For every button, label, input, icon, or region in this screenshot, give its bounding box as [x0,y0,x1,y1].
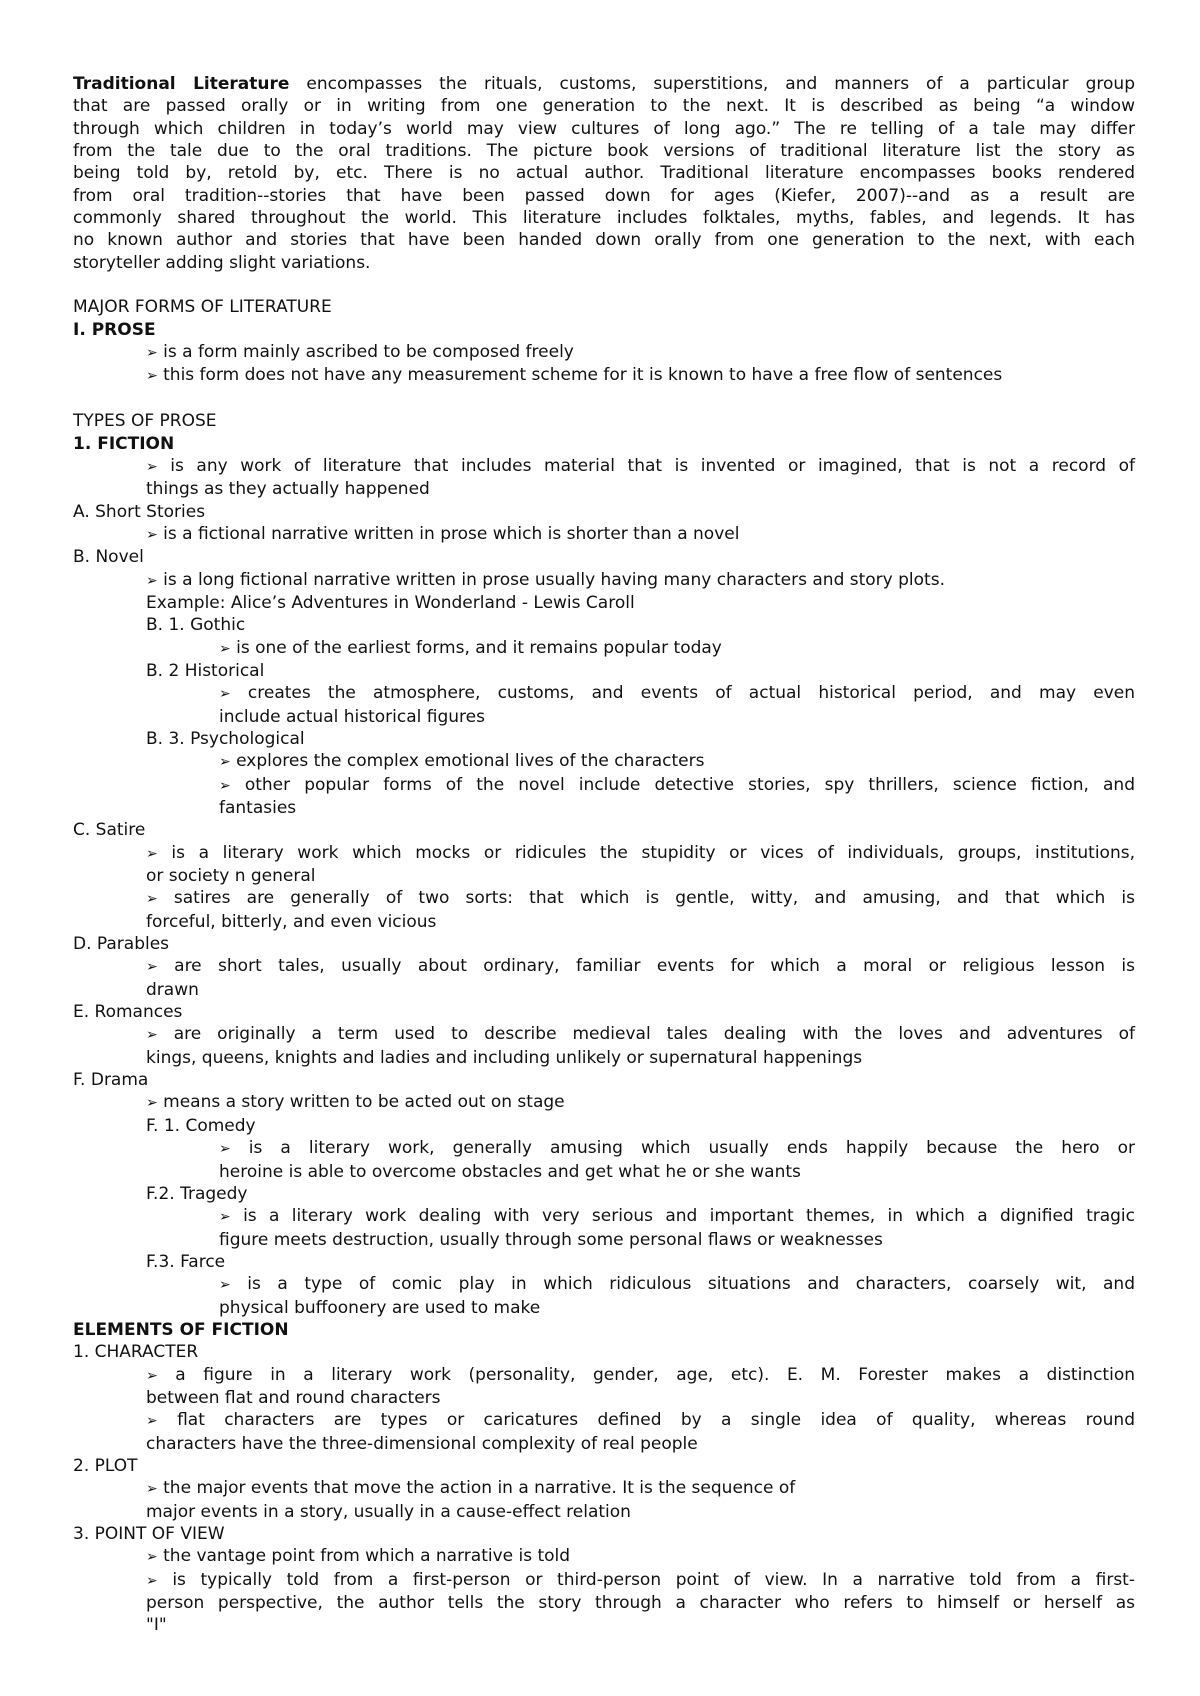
fiction-title: 1. FICTION [73,433,175,454]
pov-title: 3. POINT OF VIEW [73,1524,225,1544]
arrow-bullet-icon: ➢ [146,1367,158,1384]
tragedy-def-line-1: ➢ is a literary work dealing with very serious and important themes, in which a dignified tragic [219,1206,1135,1227]
fiction-def-line-1: ➢ is any work of literature that includes material that is invented or imagined, that is not a record of [146,455,1135,476]
farce-title: F.3. Farce [146,1251,226,1272]
intro-paragraph [73,73,1135,274]
intro-term: Traditional Literature [73,74,290,94]
drama-def: ➢ means a story written to be acted out on stage [146,1092,565,1113]
historical-def-line-2: include actual historical figures [219,706,485,727]
historical-title: B. 2 Historical [146,660,265,681]
parables-def-line-1: ➢ are short tales, usually about ordinary, familiar events for which a moral or religious lesson is [146,956,1135,977]
elements-heading: ELEMENTS OF FICTION [73,1319,289,1340]
psychological-title: B. 3. Psychological [146,728,305,749]
plot-title: 2. PLOT [73,1455,138,1476]
psychological-other-line-2: fantasies [219,798,297,818]
gothic-def: ➢ is one of the earliest forms, and it remains popular today [219,637,722,658]
arrow-bullet-icon: ➢ [146,458,158,475]
arrow-bullet-icon: ➢ [146,1481,158,1498]
arrow-bullet-icon: ➢ [146,1095,158,1112]
arrow-bullet-icon: ➢ [219,686,231,703]
arrow-bullet-icon: ➢ [219,640,231,657]
document-page [73,73,1135,1637]
psychological-def: ➢ explores the complex emotional lives of the characters [219,751,705,772]
arrow-bullet-icon: ➢ [146,572,158,589]
romances-def-line-2: kings, queens, knights and ladies and including unlikely or supernatural happenings [146,1047,863,1068]
intro-line-1: Traditional Literature encompasses the rituals, customs, superstitions, and manners of a particular group [73,74,1135,94]
pov-told-line-1: ➢ is typically told from a first-person or third-person point of view. In a narrative told from a first- [146,1569,1135,1590]
prose-point-2: ➢ this form does not have any measurement scheme for it is known to have a free flow of sentences [146,365,1003,386]
novel-example: Example: Alice’s Adventures in Wonderland - Lewis Caroll [146,592,635,613]
character-flat-line-1: ➢ flat characters are types or caricatures defined by a single idea of quality, whereas round [146,1410,1135,1431]
farce-def-line-2: physical buffoonery are used to make [219,1297,541,1318]
arrow-bullet-icon: ➢ [146,845,158,862]
arrow-bullet-icon: ➢ [219,1209,231,1226]
intro-line-9: storyteller adding slight variations. [73,252,371,273]
novel-title: B. Novel [73,547,144,568]
arrow-bullet-icon: ➢ [146,1549,158,1566]
comedy-title: F. 1. Comedy [146,1115,256,1136]
arrow-bullet-icon: ➢ [146,891,158,908]
prose-point-1: ➢ is a form mainly ascribed to be composed freely [146,342,574,363]
pov-told-line-3: "I" [146,1615,167,1636]
satire-title: C. Satire [73,820,146,841]
short-stories-def: ➢ is a fictional narrative written in prose which is shorter than a novel [146,523,740,544]
character-def-line-1: ➢ a figure in a literary work (personality, gender, age, etc). E. M. Forester makes a distinction [146,1364,1135,1385]
satire-sorts-line-1: ➢ satires are generally of two sorts: that which is gentle, witty, and amusing, and that which is [146,888,1135,909]
intro-line-7: commonly shared throughout the world. This literature includes folktales, myths, fables, and legends. It has [73,208,1135,229]
tragedy-title: F.2. Tragedy [146,1183,248,1204]
historical-def-line-1: ➢ creates the atmosphere, customs, and events of actual historical period, and may even [219,683,1135,704]
arrow-bullet-icon: ➢ [219,777,231,794]
character-title: 1. CHARACTER [73,1342,199,1363]
parables-def-line-2: drawn [146,979,199,1000]
arrow-bullet-icon: ➢ [219,1141,231,1158]
spacer [73,274,1135,296]
short-stories-title: A. Short Stories [73,501,206,522]
tragedy-def-line-2: figure meets destruction, usually through some personal flaws or weaknesses [219,1229,883,1250]
spacer [73,388,1135,410]
satire-def-line-2: or society n general [146,866,316,887]
parables-title: D. Parables [73,934,170,955]
arrow-bullet-icon: ➢ [146,1413,158,1430]
plot-def-line-1: ➢ the major events that move the action in a narrative. It is the sequence of [146,1478,796,1499]
arrow-bullet-icon: ➢ [146,959,158,976]
comedy-def-line-1: ➢ is a literary work, generally amusing which usually ends happily because the hero or [219,1138,1135,1159]
fiction-def-line-2: things as they actually happened [146,479,430,500]
pov-def: ➢ the vantage point from which a narrative is told [146,1546,571,1567]
intro-line-5: being told by, retold by, etc. There is no actual author. Traditional literature encompasses books rendered [73,163,1135,184]
pov-told-line-2: person perspective, the author tells the story through a character who refers to himself or herself as [146,1593,1135,1614]
intro-line-8: no known author and stories that have been handed down orally from one generation to the next, with each [73,230,1135,251]
gothic-title: B. 1. Gothic [146,615,246,636]
arrow-bullet-icon: ➢ [146,526,158,543]
satire-sorts-line-2: forceful, bitterly, and even vicious [146,911,437,932]
comedy-def-line-2: heroine is able to overcome obstacles and get what he or she wants [219,1161,801,1182]
arrow-bullet-icon: ➢ [219,1277,231,1294]
arrow-bullet-icon: ➢ [219,754,231,771]
character-flat-line-2: characters have the three-dimensional complexity of real people [146,1433,698,1454]
arrow-bullet-icon: ➢ [146,1027,158,1044]
arrow-bullet-icon: ➢ [146,1572,158,1589]
farce-def-line-1: ➢ is a type of comic play in which ridiculous situations and characters, coarsely wit, and [219,1274,1135,1295]
character-def-line-2: between flat and round characters [146,1387,441,1408]
psychological-other-line-1: ➢ other popular forms of the novel include detective stories, spy thrillers, science fiction, and [219,774,1135,795]
intro-line-2: that are passed orally or in writing from one generation to the next. It is described as being “a window [73,96,1135,117]
prose-title: I. PROSE [73,319,156,340]
romances-def-line-1: ➢ are originally a term used to describe medieval tales dealing with the loves and adventures of [146,1024,1135,1045]
plot-def-line-2: major events in a story, usually in a cause-effect relation [146,1501,631,1522]
intro-line-3: through which children in today’s world may view cultures of long ago.” The re telling of a tale may differ [73,118,1135,139]
arrow-bullet-icon: ➢ [146,345,158,362]
drama-title: F. Drama [73,1070,149,1091]
novel-def: ➢ is a long fictional narrative written in prose usually having many characters and story plots. [146,569,945,590]
romances-title: E. Romances [73,1002,183,1023]
satire-def-line-1: ➢ is a literary work which mocks or ridicules the stupidity or vices of individuals, groups, institutions, [146,842,1135,863]
types-heading: TYPES OF PROSE [73,411,217,432]
major-forms-heading: MAJOR FORMS OF LITERATURE [73,297,332,318]
intro-line-4: from the tale due to the oral traditions. The picture book versions of traditional literature list the story as [73,141,1135,162]
intro-line-6: from oral tradition--stories that have been passed down for ages (Kiefer, 2007)--and as a result are [73,185,1135,206]
arrow-bullet-icon: ➢ [146,368,158,385]
